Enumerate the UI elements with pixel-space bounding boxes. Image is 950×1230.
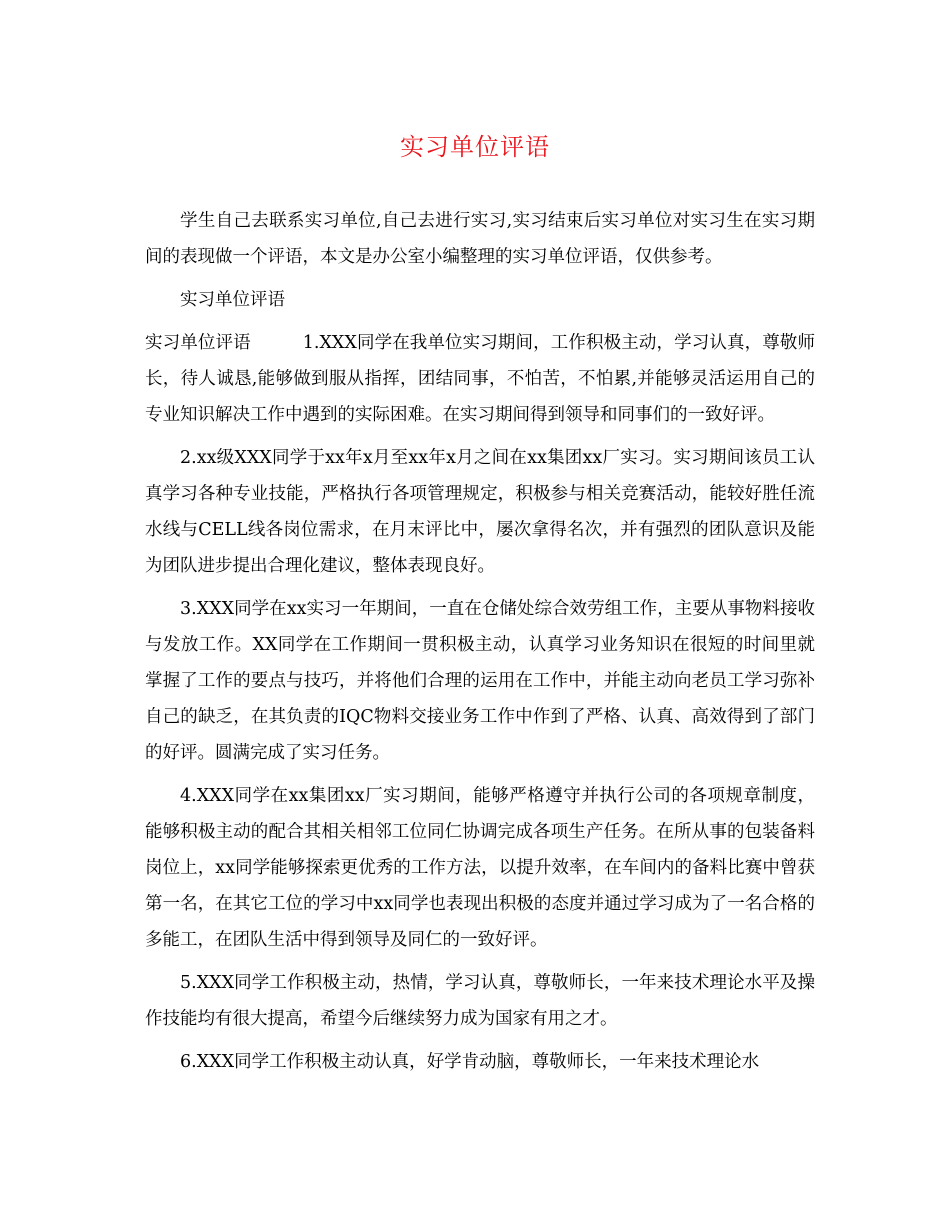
comment-paragraph-2: 2.xx级XXX同学于xx年x月至xx年x月之间在xx集团xx厂实习。实习期间该员工认真学习各种专业技能，严格执行各项管理规定，积极参与相关竞赛活动，能较好胜任流水线与CELL线各岗位需求，在月末评比中，屡次拿得名次，并有强烈的团队意识及能为团队进步提出合理化建议，整体表现良好。	[145, 448, 815, 576]
comment-paragraph-4: 4.XXX同学在xx集团xx厂实习期间，能够严格遵守并执行公司的各项规章制度，能够积极主动的配合其相关相邻工位同仁协调完成各项生产任务。在所从事的包装备料岗位上，xx同学能够探索更优秀的工作方法，以提升效率，在车间内的备料比赛中曾获第一名，在其它工位的学习中xx同学也表现出积极的态度并通过学习成为了一名合格的多能工，在团队生活中得到领导及同仁的一致好评。	[145, 786, 815, 950]
comment-paragraph-3: 3.XXX同学在xx实习一年期间，一直在仓储处综合效劳组工作，主要从事物料接收与发放工作。XX同学在工作期间一贯积极主动，认真学习业务知识在很短的时间里就掌握了工作的要点与技巧，并将他们合理的运用在工作中，并能主动向老员工学习弥补自己的缺乏，在其负责的IQC物料交接业务工作中作到了严格、认真、高效得到了部门的好评。圆满完成了实习任务。	[145, 599, 815, 763]
intro-paragraph: 学生自己去联系实习单位,自己去进行实习,实习结束后实习单位对实习生在实习期间的表现做一个评语，本文是办公室小编整理的实习单位评语，仅供参考。	[145, 211, 815, 267]
comment-paragraph-6: 6.XXX同学工作积极主动认真，好学肯动脑，尊敬师长，一年来技术理论水	[180, 1052, 760, 1072]
comment-paragraph-5: 5.XXX同学工作积极主动，热情，学习认真，尊敬师长，一年来技术理论水平及操作技能均有很大提高，希望今后继续努力成为国家有用之才。	[145, 973, 815, 1029]
lead-label: 实习单位评语	[145, 333, 251, 353]
subheading: 实习单位评语	[180, 290, 285, 310]
comment-paragraph-1	[145, 325, 815, 433]
document-title: 实习单位评语	[400, 133, 550, 161]
comment-text-1: 1.XXX同学在我单位实习期间，工作积极主动，学习认真，尊敬师长，待人诚恳,能够做到服从指挥，团结同事，不怕苦，不怕累,并能够灵活运用自己的专业知识解决工作中遇到的实际困难。在实习期间得到领导和同事们的一致好评。	[145, 333, 816, 425]
document-body	[145, 203, 815, 1080]
